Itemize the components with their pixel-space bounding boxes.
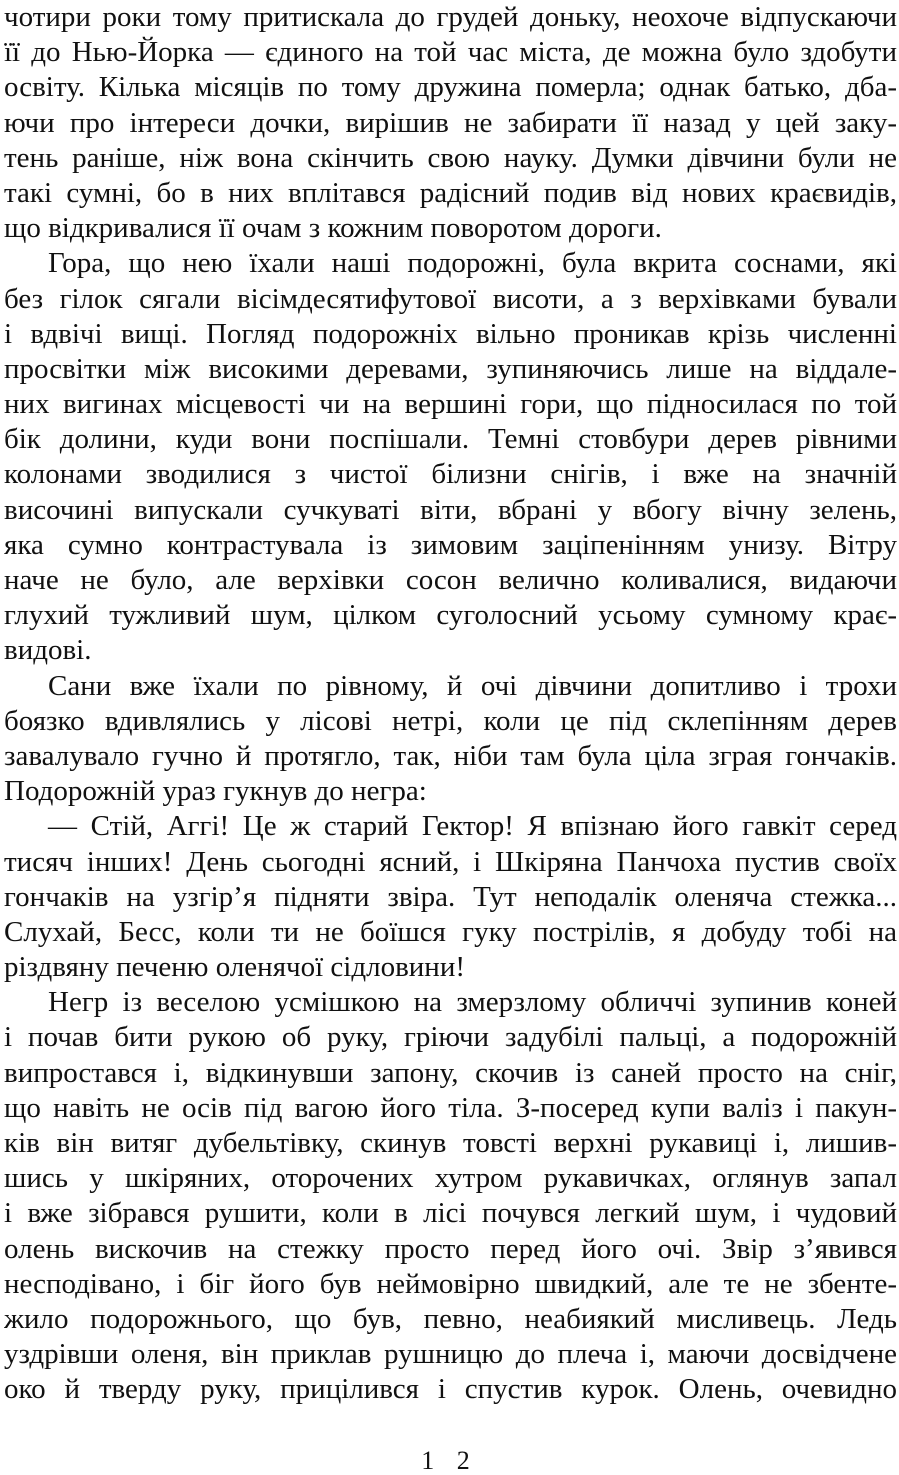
- text-line: тень раніше, ніж вона скінчить свою науку. Думки дівчини були не: [4, 141, 897, 174]
- text-line: шись у шкіряних, оторочених хутром рукавичках, оглянув запал: [4, 1162, 897, 1195]
- text-line: олень вискочив на стежку просто перед його очі. Звір з’явився: [4, 1232, 897, 1265]
- text-line: несподівано, і біг його був неймовірно швидкий, але те не збенте-: [4, 1267, 897, 1300]
- text-line: що навіть не осів під вагою його тіла. З-посеред купи валіз і пакун-: [4, 1091, 897, 1124]
- text-line: і почав бити рукою об руку, гріючи задубілі пальці, а подорожній: [4, 1021, 897, 1054]
- text-line: уздрівши оленя, він приклав рушницю до плеча і, маючи досвідчене: [4, 1338, 897, 1371]
- text-line: — Стій, Аггі! Це ж старий Гектор! Я впізнаю його гавкіт серед: [48, 810, 897, 843]
- body-text: [4, 0, 897, 1408]
- text-line: чотири роки тому притискала до грудей доньку, неохоче відпускаючи: [4, 1, 897, 33]
- text-line: тисяч інших! День сьогодні ясний, і Шкіряна Панчоха пустив своїх: [4, 845, 897, 878]
- text-line: жило подорожнього, що був, певно, неабиякий мисливець. Ледь: [4, 1302, 897, 1335]
- text-line: Слухай, Бесс, коли ти не боїшся гуку пострілів, я добуду тобі на: [4, 915, 897, 948]
- text-line: боязко вдивлялись у лісові нетрі, коли це під склепінням дерев: [4, 704, 897, 737]
- text-line: колонами зводилися з чистої білизни снігів, і вже на значній: [4, 458, 897, 491]
- text-line: них вигинах місцевості чи на вершині гори, що підносилася по той: [4, 388, 897, 421]
- text-line: просвітки між високими деревами, зупиняючись лише на віддале-: [4, 352, 897, 385]
- text-line: око й тверду руку, прицілився і спустив курок. Олень, очевидно: [4, 1373, 897, 1406]
- text-line: ючи про інтереси дочки, вирішив не забирати її назад у цей заку-: [4, 106, 897, 139]
- text-line: бік долини, куди вони поспішали. Темні стовбури дерев рівними: [4, 423, 897, 456]
- text-line: яка сумно контрастувала із зимовим заціпенінням унизу. Вітру: [4, 528, 897, 561]
- text-line: височині випускали сучкуваті віти, вбрані у вбогу вічну зелень,: [4, 493, 897, 526]
- text-line: гончаків на узгір’я підняти звіра. Тут неподалік оленяча стежка...: [4, 880, 897, 913]
- text-line: без гілок сягали вісімдесятифутової висоти, а з верхівками бували: [4, 282, 897, 315]
- text-line: завалувало гучно й протягло, так, ніби там була ціла зграя гончаків.: [4, 739, 897, 772]
- text-line: Гора, що нею їхали наші подорожні, була вкрита соснами, які: [48, 247, 897, 280]
- text-line: Сани вже їхали по рівному, й очі дівчини допитливо і трохи: [48, 669, 897, 702]
- text-line: глухий тужливий шум, цілком суголосний усьому сумному крає-: [4, 599, 897, 632]
- text-line: що відкривалися її очам з кожним поворотом дороги.: [4, 212, 662, 245]
- text-line: випростався і, відкинувши запону, скочив із саней просто на сніг,: [4, 1056, 897, 1089]
- text-line: видові.: [4, 634, 92, 667]
- page-number: 1 2: [421, 1446, 478, 1475]
- text-line: різдвяну печеню оленячої сідловини!: [4, 951, 465, 984]
- text-line: і вже зібрався рушити, коли в лісі почувся легкий шум, і чудовий: [4, 1197, 897, 1230]
- text-line: її до Нью-Йорка — єдиного на той час міста, де можна було здобути: [4, 36, 897, 69]
- text-line: такі сумні, бо в них вплітався радісний подив від нових краєвидів,: [4, 176, 897, 209]
- text-line: і вдвічі вищі. Погляд подорожніх вільно проникав крізь численні: [4, 317, 897, 350]
- text-line: Подорожній ураз гукнув до негра:: [4, 775, 427, 808]
- text-line: наче не було, але верхівки сосон велично коливалися, видаючи: [4, 564, 897, 596]
- text-line: ків він витяг дубельтівку, скинув товсті верхні рукавиці і, лишив-: [4, 1127, 897, 1159]
- text-line: Негр із веселою усмішкою на змерзлому обличчі зупинив коней: [48, 986, 897, 1019]
- text-line: освіту. Кілька місяців по тому дружина померла; однак батько, дба-: [4, 71, 897, 104]
